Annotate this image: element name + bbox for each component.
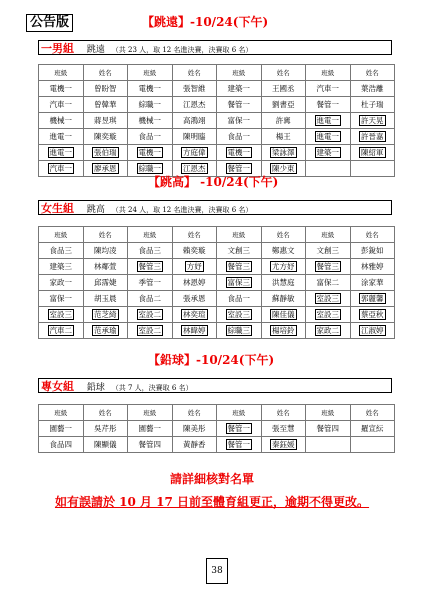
name-cell	[350, 291, 395, 307]
class-cell	[128, 145, 173, 161]
athlete-name: 秦鈺媛	[272, 439, 295, 449]
athlete-name: 尤方妤	[272, 261, 295, 271]
athlete-name: 范芝綺	[94, 309, 117, 319]
name-cell	[172, 129, 217, 145]
class-cell	[217, 243, 262, 259]
class-text: 進電一	[316, 131, 339, 141]
athlete-name: 蔡亞秋	[361, 309, 384, 319]
class-cell	[39, 275, 84, 291]
column-header: 班級	[39, 65, 84, 81]
group-description: （共 24 人，取 12 名進決賽，決賽取 6 名）	[111, 206, 253, 214]
class-text: 食品三	[49, 245, 72, 255]
class-cell	[39, 323, 84, 339]
table-row	[39, 259, 395, 275]
class-cell	[306, 437, 351, 453]
athlete-name: 張智維	[183, 83, 206, 93]
table-row	[39, 323, 395, 339]
class-text: 家政二	[316, 325, 339, 335]
column-header: 姓名	[172, 65, 217, 81]
class-text: 食品四	[49, 439, 72, 449]
name-cell	[350, 323, 395, 339]
class-cell	[306, 145, 351, 161]
event-name: 跳高	[86, 205, 105, 215]
name-cell	[83, 113, 128, 129]
class-cell	[128, 129, 173, 145]
class-cell	[39, 81, 84, 97]
name-cell	[261, 275, 306, 291]
column-header: 班級	[128, 227, 173, 243]
name-cell	[350, 243, 395, 259]
class-text: 餐管一	[227, 163, 250, 173]
group-bar	[38, 40, 392, 55]
athlete-name: 方妤	[186, 261, 202, 271]
notice-title: 請詳細核對名單	[169, 472, 254, 486]
athlete-name: 黃靜香	[183, 439, 206, 449]
name-cell	[172, 275, 217, 291]
name-cell	[83, 145, 128, 161]
table-row	[39, 145, 395, 161]
group-name: 女生組	[41, 202, 74, 215]
class-text: 電機一	[138, 147, 161, 157]
name-cell	[83, 437, 128, 453]
column-header: 班級	[306, 227, 351, 243]
class-text: 機械一	[49, 115, 72, 125]
athlete-name: 杜子瑞	[361, 99, 384, 109]
class-text: 文創三	[316, 245, 339, 255]
name-cell	[261, 145, 306, 161]
class-text: 建築一	[227, 83, 250, 93]
athlete-name: 陳少東	[272, 163, 295, 173]
class-text: 食品一	[227, 293, 250, 303]
class-cell	[217, 291, 262, 307]
class-cell	[128, 243, 173, 259]
name-cell	[172, 97, 217, 113]
class-text: 食品二	[138, 293, 161, 303]
class-text: 室設三	[49, 309, 72, 319]
class-cell	[39, 291, 84, 307]
athlete-name: 陳紹軍	[361, 147, 384, 157]
class-text: 汽車一	[49, 99, 72, 109]
athlete-name: 洪慧庭	[272, 277, 295, 287]
athlete-name: 葉浩離	[361, 83, 384, 93]
class-text: 進電一	[316, 115, 339, 125]
class-cell	[306, 81, 351, 97]
class-cell	[128, 275, 173, 291]
group-description: （共 7 人，決賽取 6 名）	[111, 384, 193, 392]
class-text: 餐管三	[316, 261, 339, 271]
athlete-name: 梁詠澤	[272, 147, 295, 157]
athlete-name: 廖承恩	[94, 163, 117, 173]
class-text: 室設三	[227, 309, 250, 319]
athlete-name: 王國丞	[272, 83, 295, 93]
class-text: 餐管一	[227, 99, 250, 109]
class-text: 汽車一	[49, 163, 72, 173]
athlete-name: 吳芹彤	[94, 423, 117, 433]
class-cell	[306, 243, 351, 259]
class-text: 富保一	[49, 293, 72, 303]
column-header: 班級	[217, 227, 262, 243]
name-cell	[350, 307, 395, 323]
class-cell	[128, 437, 173, 453]
class-text: 餐管三	[227, 261, 250, 271]
roster-table	[38, 404, 395, 453]
name-cell	[261, 437, 306, 453]
name-cell	[83, 291, 128, 307]
group-bar	[38, 378, 392, 393]
class-text: 食品三	[138, 245, 161, 255]
athlete-name: 楊培鈴	[272, 325, 295, 335]
name-cell	[83, 421, 128, 437]
class-cell	[306, 421, 351, 437]
class-cell	[306, 291, 351, 307]
column-header: 班級	[217, 405, 262, 421]
class-text: 富保二	[316, 277, 339, 287]
athlete-name: 蘇靜敏	[272, 293, 295, 303]
name-cell	[350, 97, 395, 113]
class-cell	[217, 275, 262, 291]
column-header: 姓名	[83, 65, 128, 81]
class-text: 汽車一	[316, 83, 339, 93]
section-header-long-jump	[0, 14, 424, 32]
column-header: 姓名	[350, 405, 395, 421]
name-cell	[172, 243, 217, 259]
name-cell	[172, 307, 217, 323]
class-text: 電機一	[138, 83, 161, 93]
event-title: 【跳高】 -10/24(下午)	[148, 175, 279, 189]
athlete-name: 羅宣紜	[361, 423, 384, 433]
class-text: 綜職三	[227, 325, 250, 335]
class-text: 機械一	[138, 115, 161, 125]
athlete-name: 彭銳如	[361, 245, 384, 255]
class-cell	[128, 259, 173, 275]
class-text: 富保一	[227, 115, 250, 125]
athlete-name: 許寗	[275, 115, 291, 125]
name-cell	[83, 243, 128, 259]
table-row	[39, 437, 395, 453]
class-cell	[39, 97, 84, 113]
name-cell	[172, 113, 217, 129]
column-header: 姓名	[350, 65, 395, 81]
class-cell	[39, 243, 84, 259]
name-cell	[83, 259, 128, 275]
athlete-name: 林暐婷	[183, 325, 206, 335]
name-cell	[261, 291, 306, 307]
name-cell	[261, 421, 306, 437]
class-cell	[306, 259, 351, 275]
name-cell	[83, 275, 128, 291]
column-header: 班級	[128, 65, 173, 81]
name-cell	[83, 81, 128, 97]
name-cell	[261, 113, 306, 129]
class-cell	[39, 307, 84, 323]
name-cell	[261, 129, 306, 145]
athlete-name: 江淑婷	[361, 325, 384, 335]
class-cell	[306, 113, 351, 129]
class-text: 餐管一	[227, 423, 250, 433]
table-header-row	[39, 405, 395, 421]
name-cell	[261, 81, 306, 97]
name-cell	[172, 323, 217, 339]
class-text: 建築三	[49, 261, 72, 271]
athlete-name: 張伯瑞	[94, 147, 117, 157]
column-header: 班級	[306, 405, 351, 421]
class-text: 進電一	[49, 131, 72, 141]
event-title: 【跳遠】-10/24(下午)	[142, 15, 269, 29]
class-cell	[128, 421, 173, 437]
name-cell	[83, 129, 128, 145]
class-cell	[128, 307, 173, 323]
name-cell	[172, 291, 217, 307]
class-cell	[306, 323, 351, 339]
athlete-name: 方庭偉	[183, 147, 206, 157]
athlete-name: 曾韓華	[94, 99, 117, 109]
class-text: 食品一	[227, 131, 250, 141]
athlete-name: 林恩婷	[183, 277, 206, 287]
athlete-name: 蔣昱琪	[94, 115, 117, 125]
board-label: 公告版	[26, 14, 73, 32]
class-cell	[217, 307, 262, 323]
athlete-name: 涂家華	[361, 277, 384, 287]
name-cell	[350, 275, 395, 291]
class-cell	[128, 113, 173, 129]
athlete-name: 江恩杰	[183, 163, 206, 173]
class-text: 綜職一	[138, 99, 161, 109]
column-header: 班級	[217, 65, 262, 81]
column-header: 姓名	[83, 227, 128, 243]
name-cell	[261, 259, 306, 275]
table-row	[39, 113, 395, 129]
class-text: 文創三	[227, 245, 250, 255]
column-header: 班級	[128, 405, 173, 421]
athlete-name: 賴奕璇	[183, 245, 206, 255]
class-cell	[217, 259, 262, 275]
class-text: 食品一	[138, 131, 161, 141]
athlete-name: 林鄰萱	[94, 261, 117, 271]
column-header: 姓名	[261, 227, 306, 243]
column-header: 姓名	[172, 405, 217, 421]
class-cell	[217, 81, 262, 97]
athlete-name: 張承恩	[183, 293, 206, 303]
name-cell	[350, 129, 395, 145]
table-row	[39, 291, 395, 307]
athlete-name: 劉書亞	[272, 99, 295, 109]
athlete-name: 陳明臨	[183, 131, 206, 141]
athlete-name: 張至慧	[272, 423, 295, 433]
class-cell	[128, 97, 173, 113]
athlete-name: 曾盼智	[94, 83, 117, 93]
table-row	[39, 421, 395, 437]
column-header: 班級	[306, 65, 351, 81]
column-header: 姓名	[83, 405, 128, 421]
athlete-name: 陳均凌	[94, 245, 117, 255]
column-header: 姓名	[261, 405, 306, 421]
class-text: 電機一	[227, 147, 250, 157]
table-row	[39, 275, 395, 291]
name-cell	[83, 323, 128, 339]
athlete-name: 林雅婷	[361, 261, 384, 271]
athlete-name: 邱霈婕	[94, 277, 117, 287]
table-header-row	[39, 227, 395, 243]
class-cell	[39, 437, 84, 453]
class-text: 餐管一	[227, 439, 250, 449]
class-text: 汽車二	[49, 325, 72, 335]
athlete-name: 江恩杰	[183, 99, 206, 109]
athlete-name: 陳美彤	[183, 423, 206, 433]
name-cell	[83, 307, 128, 323]
section-header-shot-put	[0, 352, 424, 370]
class-text: 園藝一	[138, 423, 161, 433]
name-cell	[350, 145, 395, 161]
class-cell	[306, 129, 351, 145]
notice-text: 如有誤請於 10 月 17 日前至體育組更正，逾期不得更改。	[54, 495, 370, 509]
table-row	[39, 243, 395, 259]
name-cell	[350, 437, 395, 453]
name-cell	[83, 97, 128, 113]
athlete-name: 郭麗馨	[361, 293, 384, 303]
table-row	[39, 81, 395, 97]
class-text: 進電一	[49, 147, 72, 157]
column-header: 班級	[39, 405, 84, 421]
event-name: 鉛球	[86, 383, 105, 393]
page-number: 38	[206, 558, 228, 584]
class-text: 餐管四	[138, 439, 161, 449]
athlete-name: 陳佳儀	[272, 309, 295, 319]
class-cell	[306, 97, 351, 113]
name-cell	[261, 97, 306, 113]
name-cell	[350, 421, 395, 437]
name-cell	[172, 81, 217, 97]
class-cell	[39, 145, 84, 161]
group-description: （共 23 人，取 12 名進決賽，決賽取 6 名）	[111, 46, 253, 54]
class-text: 餐管一	[316, 99, 339, 109]
class-cell	[217, 113, 262, 129]
class-cell	[39, 129, 84, 145]
athlete-name: 胡玉晨	[94, 293, 117, 303]
name-cell	[172, 259, 217, 275]
group-name: 一男組	[41, 42, 74, 55]
name-cell	[350, 259, 395, 275]
class-cell	[217, 97, 262, 113]
athlete-name: 陳顯儀	[94, 439, 117, 449]
class-cell	[217, 323, 262, 339]
column-header: 姓名	[172, 227, 217, 243]
name-cell	[261, 323, 306, 339]
class-cell	[39, 113, 84, 129]
class-text: 建築一	[316, 147, 339, 157]
roster-table	[38, 226, 395, 339]
athlete-name: 林奕瑄	[183, 309, 206, 319]
class-cell	[306, 307, 351, 323]
event-name: 跳遠	[86, 45, 105, 55]
athlete-name: 鄭惠文	[272, 245, 295, 255]
class-cell	[128, 81, 173, 97]
table-row	[39, 307, 395, 323]
class-text: 餐管四	[316, 423, 339, 433]
name-cell	[261, 307, 306, 323]
athlete-name: 許天晃	[361, 115, 384, 125]
name-cell	[172, 437, 217, 453]
athlete-name: 高鴻翊	[183, 115, 206, 125]
class-text: 綜職一	[138, 163, 161, 173]
class-cell	[217, 437, 262, 453]
class-cell	[39, 421, 84, 437]
class-cell	[39, 259, 84, 275]
class-text: 季管一	[138, 277, 161, 287]
column-header: 姓名	[350, 227, 395, 243]
table-header-row	[39, 65, 395, 81]
name-cell	[261, 243, 306, 259]
roster-table	[38, 64, 395, 177]
name-cell	[350, 113, 395, 129]
class-text: 電機一	[49, 83, 72, 93]
name-cell	[172, 145, 217, 161]
class-text: 家政一	[49, 277, 72, 287]
class-text: 室設三	[316, 309, 339, 319]
group-bar	[38, 200, 392, 215]
athlete-name: 范承瑜	[94, 325, 117, 335]
class-text: 園藝一	[49, 423, 72, 433]
athlete-name: 楊王	[275, 131, 291, 141]
column-header: 姓名	[261, 65, 306, 81]
section-header-high-jump	[0, 174, 424, 192]
table-row	[39, 129, 395, 145]
class-cell	[217, 145, 262, 161]
athlete-name: 許晉嘉	[361, 131, 384, 141]
class-cell	[306, 275, 351, 291]
class-cell	[128, 291, 173, 307]
column-header: 班級	[39, 227, 84, 243]
class-text: 富保三	[227, 277, 250, 287]
class-text: 室設二	[138, 325, 161, 335]
group-name: 專女組	[41, 380, 74, 393]
athlete-name: 陳奕璇	[94, 131, 117, 141]
table-row	[39, 97, 395, 113]
name-cell	[172, 421, 217, 437]
class-text: 室設三	[316, 293, 339, 303]
event-title: 【鉛球】-10/24(下午)	[148, 353, 275, 367]
class-text: 室設二	[138, 309, 161, 319]
class-cell	[128, 323, 173, 339]
class-text: 餐管三	[138, 261, 161, 271]
class-cell	[217, 421, 262, 437]
name-cell	[350, 81, 395, 97]
class-cell	[217, 129, 262, 145]
